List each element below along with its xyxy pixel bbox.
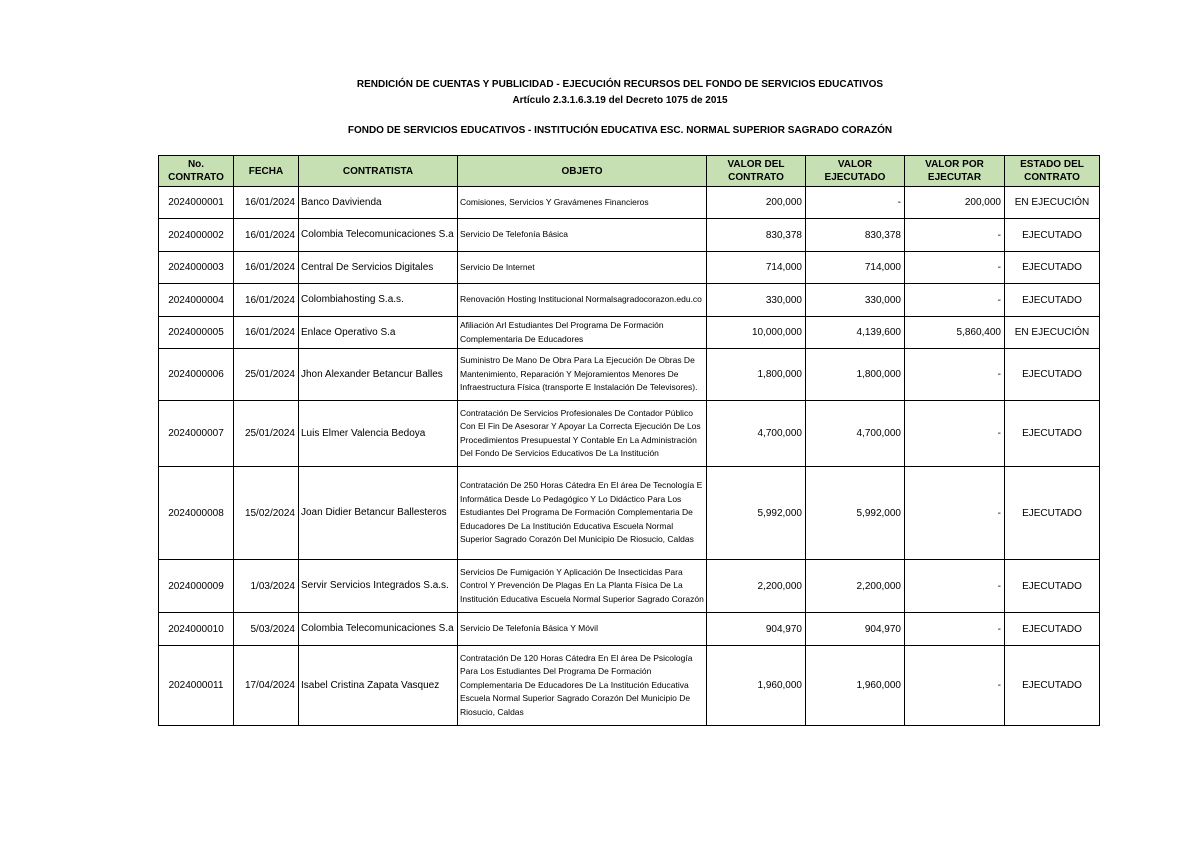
table-row	[159, 401, 1100, 467]
contract-object: Servicio De Telefonía Básica	[458, 219, 707, 252]
contract-number: 2024000009	[159, 560, 234, 613]
pending-value: -	[905, 219, 1005, 252]
contract-status: EJECUTADO	[1005, 349, 1100, 401]
pending-value: -	[905, 284, 1005, 317]
contract-status: EJECUTADO	[1005, 613, 1100, 646]
contract-status: EJECUTADO	[1005, 252, 1100, 284]
contract-number: 2024000002	[159, 219, 234, 252]
contract-status: EJECUTADO	[1005, 467, 1100, 560]
executed-value: 5,992,000	[806, 467, 905, 560]
contractor-name: Isabel Cristina Zapata Vasquez	[299, 646, 458, 726]
contract-value: 714,000	[707, 252, 806, 284]
header-contratista	[299, 156, 458, 187]
contractor-name: Banco Davivienda	[299, 187, 458, 219]
contract-value: 830,378	[707, 219, 806, 252]
executed-value: 330,000	[806, 284, 905, 317]
header-label-line1: FECHA	[248, 165, 284, 177]
contract-number: 2024000004	[159, 284, 234, 317]
contract-date: 5/03/2024	[234, 613, 299, 646]
contract-date: 16/01/2024	[234, 252, 299, 284]
contract-object: Afiliación Arl Estudiantes Del Programa De Formación Complementaria De Educadores	[458, 317, 707, 349]
contract-date: 25/01/2024	[234, 349, 299, 401]
contract-number: 2024000008	[159, 467, 234, 560]
table-row	[159, 646, 1100, 726]
header-label-line1: VALOR DEL	[727, 159, 785, 170]
contract-date: 16/01/2024	[234, 317, 299, 349]
contractor-name: Servir Servicios Integrados S.a.s.	[299, 560, 458, 613]
contract-status: EN EJECUCIÓN	[1005, 317, 1100, 349]
contractor-name: Jhon Alexander Betancur Balles	[299, 349, 458, 401]
header-label-line1: VALOR POR	[925, 159, 984, 170]
contract-object: Renovación Hosting Institucional Normalsagradocorazon.edu.co	[458, 284, 707, 317]
executed-value: -	[806, 187, 905, 219]
contractor-name: Luis Elmer Valencia Bedoya	[299, 401, 458, 467]
contractor-name: Joan Didier Betancur Ballesteros	[299, 467, 458, 560]
pending-value: -	[905, 252, 1005, 284]
contract-number: 2024000007	[159, 401, 234, 467]
header-estado	[1005, 156, 1100, 187]
executed-value: 904,970	[806, 613, 905, 646]
contractor-name: Colombiahosting S.a.s.	[299, 284, 458, 317]
executed-value: 1,960,000	[806, 646, 905, 726]
contractor-name: Enlace Operativo S.a	[299, 317, 458, 349]
contractor-name: Central De Servicios Digitales	[299, 252, 458, 284]
contract-value: 4,700,000	[707, 401, 806, 467]
executed-value: 4,139,600	[806, 317, 905, 349]
contract-value: 330,000	[707, 284, 806, 317]
contracts-table	[158, 155, 1100, 726]
contractor-name: Colombia Telecomunicaciones S.a	[299, 613, 458, 646]
header-label-line2: EJECUTADO	[824, 172, 886, 183]
contract-number: 2024000010	[159, 613, 234, 646]
contract-number: 2024000011	[159, 646, 234, 726]
contract-date: 15/02/2024	[234, 467, 299, 560]
contract-status: EJECUTADO	[1005, 401, 1100, 467]
contract-number: 2024000001	[159, 187, 234, 219]
header-no-contrato	[159, 156, 234, 187]
pending-value: 200,000	[905, 187, 1005, 219]
header-label-line2: EJECUTAR	[927, 172, 982, 183]
table-row	[159, 613, 1100, 646]
pending-value: 5,860,400	[905, 317, 1005, 349]
table-row	[159, 284, 1100, 317]
table-header-row	[159, 156, 1100, 187]
contract-status: EJECUTADO	[1005, 646, 1100, 726]
pending-value: -	[905, 560, 1005, 613]
header-label-line1: No.	[187, 159, 205, 170]
header-valor-contrato	[707, 156, 806, 187]
executed-value: 2,200,000	[806, 560, 905, 613]
header-objeto	[458, 156, 707, 187]
contract-object: Comisiones, Servicios Y Gravámenes Financieros	[458, 187, 707, 219]
contract-date: 16/01/2024	[234, 187, 299, 219]
header-label-line1: VALOR	[837, 159, 873, 170]
contract-number: 2024000003	[159, 252, 234, 284]
contract-date: 16/01/2024	[234, 284, 299, 317]
contract-object: Contratación De 250 Horas Cátedra En El área De Tecnología E Informática Desde Lo Pedagógico Y Lo Didáctico Para Los Estudiantes Del Programa De Formación Complementaria De Educadores De La Institución Educativa Escuela Normal Superior Sagrado Corazón Del Municipio De Riosucio, Caldas	[458, 467, 707, 560]
table-row	[159, 187, 1100, 219]
contract-status: EJECUTADO	[1005, 560, 1100, 613]
pending-value: -	[905, 646, 1005, 726]
report-legal-reference: Artículo 2.3.1.6.3.19 del Decreto 1075 de 2015	[512, 95, 728, 106]
contract-object: Contratación De Servicios Profesionales De Contador Público Con El Fin De Asesorar Y Apoyar La Correcta Ejecución De Los Procedimientos Presupuestal Y Contable En La Administración Del Fondo De Servicios Educativos De La Institución	[458, 401, 707, 467]
contract-value: 10,000,000	[707, 317, 806, 349]
pending-value: -	[905, 401, 1005, 467]
header-label-line2: CONTRATO	[168, 172, 224, 183]
executed-value: 714,000	[806, 252, 905, 284]
table-body	[159, 187, 1100, 726]
pending-value: -	[905, 613, 1005, 646]
pending-value: -	[905, 467, 1005, 560]
contract-number: 2024000005	[159, 317, 234, 349]
contract-value: 5,992,000	[707, 467, 806, 560]
header-label-line2: CONTRATO	[1024, 172, 1080, 183]
table-row	[159, 349, 1100, 401]
contract-value: 200,000	[707, 187, 806, 219]
contract-status: EN EJECUCIÓN	[1005, 187, 1100, 219]
contract-date: 17/04/2024	[234, 646, 299, 726]
contract-object: Servicio De Telefonía Básica Y Móvil	[458, 613, 707, 646]
report-title: RENDICIÓN DE CUENTAS Y PUBLICIDAD - EJECUCIÓN RECURSOS DEL FONDO DE SERVICIOS EDUCATIVOS	[356, 79, 884, 90]
table-row	[159, 317, 1100, 349]
contract-date: 25/01/2024	[234, 401, 299, 467]
contract-status: EJECUTADO	[1005, 219, 1100, 252]
table-row	[159, 219, 1100, 252]
contract-value: 904,970	[707, 613, 806, 646]
contract-object: Servicio De Internet	[458, 252, 707, 284]
header-valor-ejecutado	[806, 156, 905, 187]
contractor-name: Colombia Telecomunicaciones S.a	[299, 219, 458, 252]
contract-status: EJECUTADO	[1005, 284, 1100, 317]
contract-number: 2024000006	[159, 349, 234, 401]
executed-value: 1,800,000	[806, 349, 905, 401]
executed-value: 4,700,000	[806, 401, 905, 467]
contract-value: 1,800,000	[707, 349, 806, 401]
header-label-line1: OBJETO	[561, 165, 603, 177]
contract-object: Servicios De Fumigación Y Aplicación De Insecticidas Para Control Y Prevención De Plagas En La Planta Física De La Institución Educativa Escuela Normal Superior Sagrado Corazón	[458, 560, 707, 613]
contract-object: Suministro De Mano De Obra Para La Ejecución De Obras De Mantenimiento, Reparación Y Mejoramientos Menores De Infraestructura Física (transporte E Instalación De Televisores).	[458, 349, 707, 401]
header-label-line2: CONTRATO	[728, 172, 784, 183]
header-label-line1: CONTRATISTA	[342, 165, 414, 177]
header-valor-por-ejecutar	[905, 156, 1005, 187]
contract-object: Contratación De 120 Horas Cátedra En El área De Psicología Para Los Estudiantes Del Programa De Formación Complementaria De Educadores De La Institución Educativa Escuela Normal Superior Sagrado Corazón Del Municipio De Riosucio, Caldas	[458, 646, 707, 726]
header-label-line1: ESTADO DEL	[1020, 159, 1084, 170]
report-subtitle: FONDO DE SERVICIOS EDUCATIVOS - INSTITUCIÓN EDUCATIVA ESC. NORMAL SUPERIOR SAGRADO CORAZÓN	[347, 125, 893, 136]
pending-value: -	[905, 349, 1005, 401]
table-row	[159, 252, 1100, 284]
header-fecha	[234, 156, 299, 187]
executed-value: 830,378	[806, 219, 905, 252]
table-row	[159, 467, 1100, 560]
contract-value: 1,960,000	[707, 646, 806, 726]
table-row	[159, 560, 1100, 613]
contract-value: 2,200,000	[707, 560, 806, 613]
contract-date: 1/03/2024	[234, 560, 299, 613]
contract-date: 16/01/2024	[234, 219, 299, 252]
